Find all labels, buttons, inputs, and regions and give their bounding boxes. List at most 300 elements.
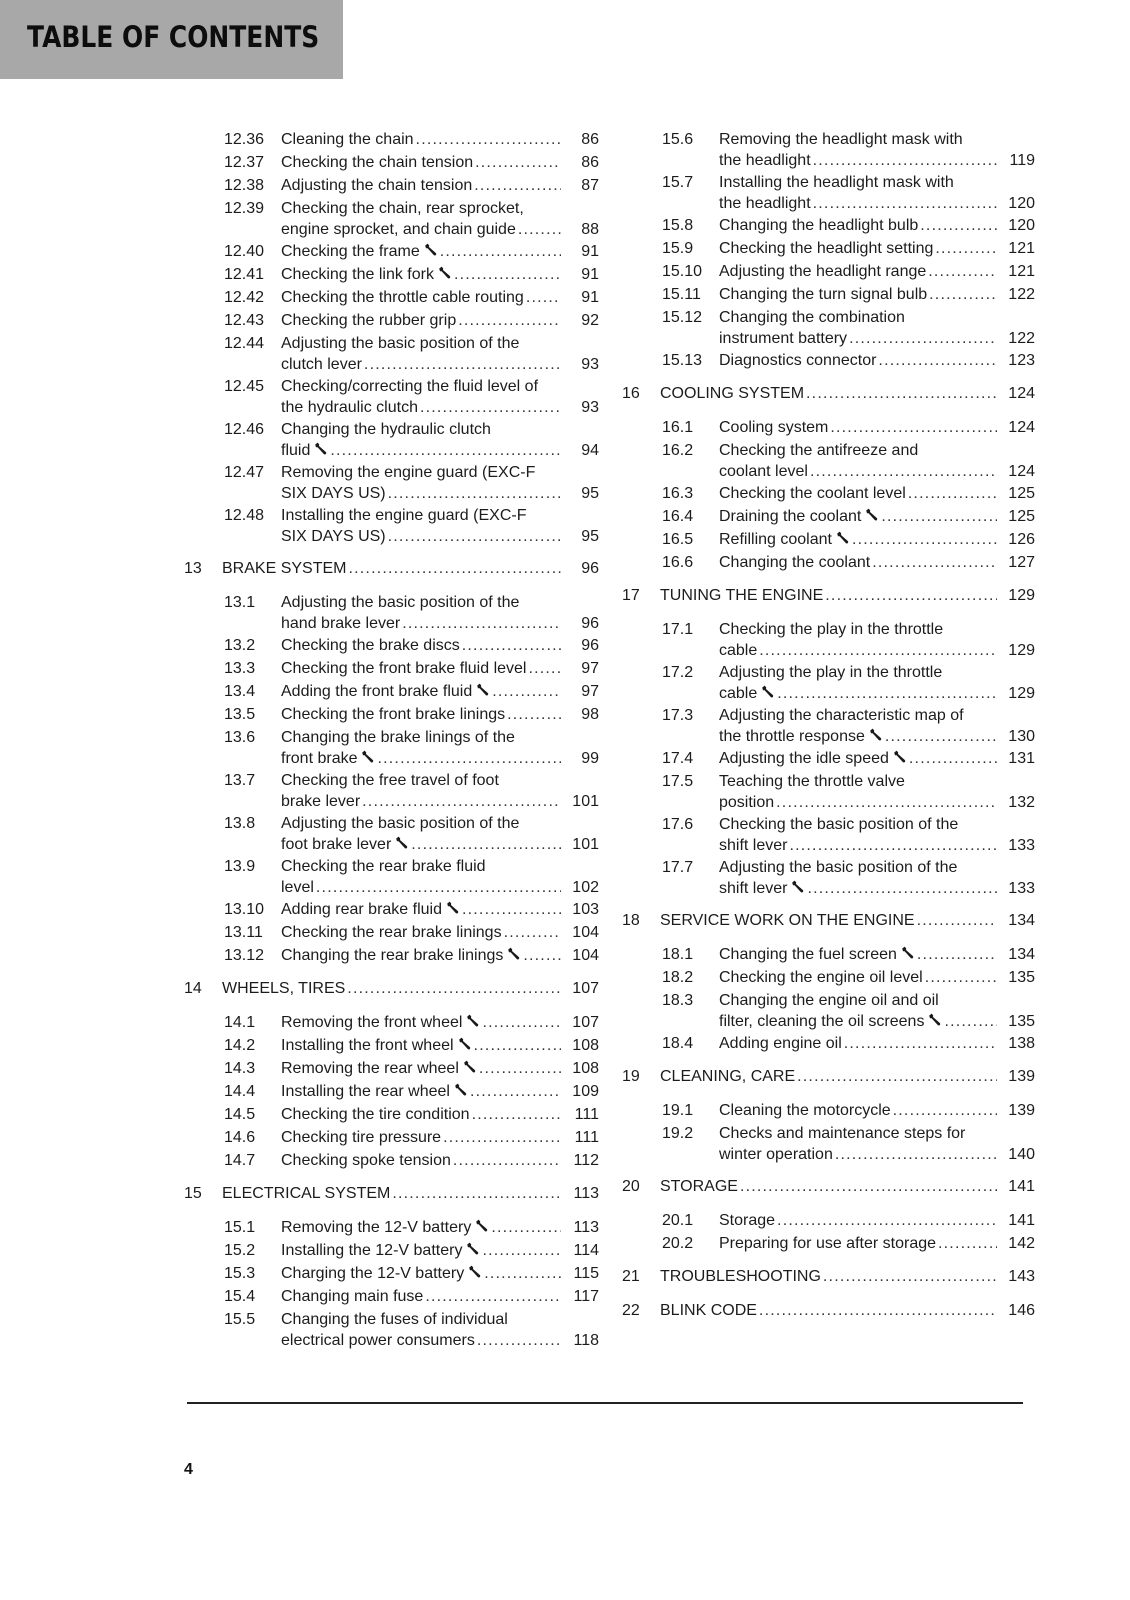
dot-leader (852, 530, 997, 551)
toc-section-entry[interactable] (187, 923, 599, 944)
toc-section-entry[interactable] (625, 285, 1035, 306)
dot-leader (484, 1264, 561, 1285)
dot-leader (348, 559, 561, 580)
toc-entry-title: Checking the engine oil level (719, 969, 923, 986)
toc-page-number: 130 (1008, 727, 1035, 745)
toc-entry-title: Checking the basic position of the (719, 816, 959, 833)
toc-entry-number: 13.4 (224, 683, 256, 700)
toc-entry-title: Checks and maintenance steps for (719, 1125, 966, 1142)
toc-page-number: 101 (572, 835, 599, 853)
dot-leader (917, 911, 997, 932)
toc-section-entry[interactable] (625, 620, 1035, 661)
toc-entry-title: Adjusting the headlight range (719, 263, 927, 280)
dot-leader (491, 1218, 561, 1239)
toc-section-entry[interactable] (187, 728, 599, 769)
toc-section-entry[interactable] (187, 506, 599, 547)
wrench-icon (761, 684, 775, 697)
toc-section-entry[interactable] (187, 176, 599, 197)
toc-chapter-entry[interactable] (622, 1267, 1035, 1288)
toc-page-number: 121 (1008, 263, 1035, 280)
toc-entry-number: 14 (184, 980, 202, 997)
dot-leader (740, 1177, 997, 1198)
toc-entry-title: Checking the throttle cable routing (281, 289, 524, 306)
toc-section-entry[interactable] (187, 1218, 599, 1239)
toc-entry-number: 12.41 (224, 266, 265, 283)
toc-entry-number: 14.5 (224, 1106, 256, 1123)
toc-section-entry[interactable] (187, 288, 599, 309)
toc-entry-number: 12.38 (224, 177, 265, 194)
dot-leader (443, 1128, 561, 1149)
toc-entry-title: CLEANING, CARE (660, 1068, 796, 1085)
toc-page-number: 93 (581, 398, 599, 416)
toc-section-entry[interactable] (187, 199, 599, 240)
toc-section-entry[interactable] (625, 706, 1035, 747)
toc-entry-number: 17.5 (662, 773, 694, 790)
toc-entry-number: 12.39 (224, 200, 265, 217)
toc-entry-title: Adding rear brake fluid (281, 901, 442, 918)
toc-entry-title: Checking the rear brake fluid (281, 858, 486, 875)
toc-page-number: 129 (1008, 587, 1035, 604)
toc-entry-title: Cooling system (719, 419, 829, 436)
toc-entry-number: 16.3 (662, 485, 694, 502)
toc-section-entry[interactable] (187, 1105, 599, 1126)
toc-section-entry[interactable] (187, 1128, 599, 1149)
toc-entry-title: Checking the brake discs (281, 637, 460, 654)
toc-entry-number: 22 (622, 1302, 640, 1319)
toc-section-entry[interactable] (187, 265, 599, 286)
toc-section-entry[interactable] (625, 772, 1035, 813)
wrench-icon (869, 727, 883, 740)
toc-chapter-entry[interactable] (622, 586, 1035, 607)
toc-entry-title: COOLING SYSTEM (660, 385, 805, 402)
toc-entry-title: Removing the front wheel (281, 1014, 463, 1031)
toc-page-number: 138 (1008, 1035, 1035, 1052)
dot-leader (454, 265, 561, 286)
toc-entry-number: 19.1 (662, 1102, 694, 1119)
toc-chapter-entry[interactable] (622, 1301, 1035, 1322)
toc-section-entry[interactable] (187, 1310, 599, 1351)
toc-entry-title: Removing the rear wheel (281, 1060, 459, 1077)
toc-entry-title: Storage (719, 1212, 776, 1229)
toc-section-entry[interactable] (187, 1013, 599, 1034)
toc-section-entry[interactable] (187, 659, 599, 680)
toc-section-entry[interactable] (625, 239, 1035, 260)
toc-section-entry[interactable] (187, 420, 599, 461)
toc-section-entry[interactable] (187, 705, 599, 726)
toc-section-entry[interactable] (187, 900, 599, 921)
toc-entry-number: 16.4 (662, 508, 694, 525)
toc-section-entry[interactable] (187, 1287, 599, 1308)
toc-entry-number: 19.2 (662, 1125, 694, 1142)
toc-entry-title: Changing the fuses of individual (281, 1311, 508, 1328)
toc-page-number: 125 (1008, 485, 1035, 502)
toc-page-number: 109 (572, 1083, 599, 1100)
toc-entry-title: Checking the tire condition (281, 1106, 470, 1123)
toc-section-entry[interactable] (187, 334, 599, 375)
toc-entry-title: Adding the front brake fluid (281, 683, 473, 700)
toc-entry-title: Checking the coolant level (719, 485, 906, 502)
toc-section-entry[interactable] (187, 242, 599, 263)
toc-page-number: 114 (573, 1242, 599, 1259)
toc-chapter-entry[interactable] (184, 979, 599, 1000)
toc-page-number: 86 (581, 131, 599, 148)
toc-entry-title: Changing the coolant (719, 554, 871, 571)
toc-page-number: 127 (1008, 554, 1035, 571)
toc-page-number: 126 (1008, 531, 1035, 548)
toc-section-entry[interactable] (625, 749, 1035, 770)
toc-page-number: 129 (1008, 641, 1035, 659)
toc-chapter-entry[interactable] (622, 1067, 1035, 1088)
toc-page-number: 134 (1008, 946, 1035, 963)
toc-chapter-entry[interactable] (184, 1184, 599, 1205)
toc-entry-title: Changing the hydraulic clutch (281, 421, 491, 438)
wrench-icon (468, 1264, 482, 1277)
page-title: TABLE OF CONTENTS (27, 20, 320, 54)
toc-section-entry[interactable] (187, 682, 599, 703)
toc-chapter-entry[interactable] (184, 559, 599, 580)
toc-entry-title: front brake (281, 749, 358, 767)
toc-section-entry[interactable] (625, 1234, 1035, 1255)
toc-page-number: 91 (581, 289, 599, 306)
toc-entry-title: ELECTRICAL SYSTEM (222, 1185, 391, 1202)
toc-section-entry[interactable] (187, 1241, 599, 1262)
toc-entry-title: Checking the free travel of foot (281, 772, 499, 789)
toc-section-entry[interactable] (625, 968, 1035, 989)
toc-chapter-entry[interactable] (622, 384, 1035, 405)
toc-entry-number: 16.5 (662, 531, 694, 548)
wrench-icon (466, 1241, 480, 1254)
toc-entry-number: 13.10 (224, 901, 265, 918)
toc-section-entry[interactable] (187, 311, 599, 332)
toc-section-entry[interactable] (625, 507, 1035, 528)
toc-page-number: 103 (572, 901, 599, 918)
dot-leader (935, 239, 997, 260)
dot-leader (813, 151, 997, 172)
toc-entry-title: Adjusting the idle speed (719, 750, 889, 767)
dot-leader (482, 1013, 561, 1034)
toc-entry-title: Checking the rear brake linings (281, 924, 502, 941)
toc-entry-number: 12.44 (224, 335, 265, 352)
toc-entry-title: Checking the link fork (281, 266, 434, 283)
toc-page-number: 134 (1008, 912, 1035, 929)
toc-section-entry[interactable] (187, 153, 599, 174)
toc-page-number: 142 (1008, 1235, 1035, 1252)
dot-leader (472, 1105, 561, 1126)
toc-section-entry[interactable] (625, 484, 1035, 505)
toc-page-number: 93 (581, 355, 599, 373)
toc-entry-title: Installing the front wheel (281, 1037, 454, 1054)
toc-section-entry[interactable] (187, 946, 599, 967)
wrench-icon (463, 1059, 477, 1072)
dot-leader (474, 1036, 561, 1057)
toc-section-entry[interactable] (625, 262, 1035, 283)
dot-leader (518, 220, 561, 241)
dot-leader (777, 1211, 997, 1232)
dot-leader (878, 351, 997, 372)
toc-entry-title: Checking the headlight setting (719, 240, 934, 257)
toc-entry-title: hand brake lever (281, 614, 401, 632)
toc-section-entry[interactable] (625, 308, 1035, 349)
toc-entry-title: brake lever (281, 792, 361, 810)
toc-section-entry[interactable] (625, 418, 1035, 439)
wrench-icon (901, 945, 915, 958)
toc-entry-number: 17.3 (662, 707, 694, 724)
toc-entry-number: 13.12 (224, 947, 265, 964)
toc-entry-title: Checking the play in the throttle (719, 621, 944, 638)
toc-page-number: 124 (1008, 385, 1035, 402)
toc-section-entry[interactable] (187, 636, 599, 657)
toc-section-entry[interactable] (187, 1151, 599, 1172)
toc-entry-number: 15.2 (224, 1242, 256, 1259)
toc-entry-title: BRAKE SYSTEM (222, 560, 347, 577)
toc-entry-title: SERVICE WORK ON THE ENGINE (660, 912, 915, 929)
toc-page-number: 119 (1009, 151, 1035, 169)
toc-page-number: 108 (572, 1037, 599, 1054)
toc-entry-title: TROUBLESHOOTING (660, 1268, 821, 1285)
toc-page-number: 111 (574, 1129, 599, 1146)
toc-section-entry[interactable] (625, 815, 1035, 856)
toc-entry-number: 18.4 (662, 1035, 694, 1052)
dot-leader (813, 194, 997, 215)
dot-leader (909, 749, 997, 770)
dot-leader (844, 1034, 997, 1055)
toc-entry-title: Checking the frame (281, 243, 420, 260)
toc-entry-title: Installing the rear wheel (281, 1083, 450, 1100)
toc-section-entry[interactable] (625, 1101, 1035, 1122)
dot-leader (776, 793, 997, 814)
toc-entry-title: Adding engine oil (719, 1035, 842, 1052)
toc-page-number: 95 (581, 527, 599, 545)
toc-entry-title: position (719, 793, 775, 811)
toc-section-entry[interactable] (187, 1059, 599, 1080)
toc-entry-title: Changing the turn signal bulb (719, 286, 928, 303)
dot-leader (885, 727, 997, 748)
toc-section-entry[interactable] (187, 1036, 599, 1057)
toc-entry-number: 15.6 (662, 131, 694, 148)
toc-entry-title: the headlight (719, 194, 811, 212)
toc-entry-title: Adjusting the play in the throttle (719, 664, 943, 681)
dot-leader (528, 659, 561, 680)
toc-entry-title: Diagnostics connector (719, 352, 877, 369)
toc-page-number: 111 (574, 1106, 599, 1123)
toc-section-entry[interactable] (187, 130, 599, 151)
dot-leader (810, 462, 997, 483)
toc-page-number: 91 (581, 243, 599, 260)
toc-entry-number: 14.6 (224, 1129, 256, 1146)
toc-section-entry[interactable] (625, 553, 1035, 574)
toc-entry-number: 18.1 (662, 946, 694, 963)
toc-entry-number: 17.2 (662, 664, 694, 681)
toc-page-number: 124 (1008, 462, 1035, 480)
toc-section-entry[interactable] (625, 858, 1035, 899)
toc-entry-title: TUNING THE ENGINE (660, 587, 824, 604)
toc-entry-number: 13.8 (224, 815, 256, 832)
toc-section-entry[interactable] (187, 593, 599, 634)
dot-leader (523, 946, 561, 967)
toc-entry-title: Checking the front brake fluid level (281, 660, 527, 677)
toc-entry-title: Checking the chain tension (281, 154, 474, 171)
toc-entry-title: foot brake lever (281, 835, 392, 853)
wrench-icon (466, 1013, 480, 1026)
wrench-icon (836, 530, 850, 543)
dot-leader (806, 384, 997, 405)
toc-section-entry[interactable] (187, 1264, 599, 1285)
toc-entry-title: cable (719, 641, 758, 659)
toc-section-entry[interactable] (625, 1211, 1035, 1232)
toc-page-number: 104 (572, 924, 599, 941)
toc-section-entry[interactable] (625, 991, 1035, 1032)
toc-entry-number: 20.1 (662, 1212, 694, 1229)
toc-entry-title: Draining the coolant (719, 508, 862, 525)
dot-leader (462, 900, 561, 921)
toc-chapter-entry[interactable] (622, 1177, 1035, 1198)
dot-leader (402, 614, 561, 635)
toc-entry-title: fluid (281, 441, 311, 459)
toc-entry-number: 15.4 (224, 1288, 256, 1305)
toc-entry-title: Preparing for use after storage (719, 1235, 937, 1252)
dot-leader (526, 288, 561, 309)
toc-entry-number: 13.1 (224, 594, 256, 611)
toc-section-entry[interactable] (625, 351, 1035, 372)
dot-leader (470, 1082, 561, 1103)
dot-leader (797, 1067, 997, 1088)
toc-page-number: 96 (581, 560, 599, 577)
toc-section-entry[interactable] (625, 945, 1035, 966)
toc-entry-number: 13.6 (224, 729, 256, 746)
toc-entry-number: 16 (622, 385, 640, 402)
dot-leader (482, 1241, 561, 1262)
toc-section-entry[interactable] (625, 530, 1035, 551)
toc-page-number: 113 (573, 1185, 599, 1202)
toc-entry-number: 13 (184, 560, 202, 577)
toc-chapter-entry[interactable] (622, 911, 1035, 932)
toc-entry-number: 14.4 (224, 1083, 256, 1100)
toc-section-entry[interactable] (625, 441, 1035, 482)
toc-entry-number: 16.6 (662, 554, 694, 571)
dot-leader (330, 441, 561, 462)
toc-page-number: 120 (1008, 217, 1035, 234)
toc-page-number: 139 (1008, 1068, 1035, 1085)
dot-leader (893, 1101, 997, 1122)
toc-page-number: 135 (1008, 969, 1035, 986)
toc-entry-title: Checking the chain, rear sprocket, (281, 200, 524, 217)
toc-entry-title: Changing the fuel screen (719, 946, 897, 963)
toc-entry-number: 12.36 (224, 131, 265, 148)
toc-section-entry[interactable] (187, 463, 599, 504)
toc-entry-title: coolant level (719, 462, 808, 480)
wrench-icon (458, 1036, 472, 1049)
toc-section-entry[interactable] (625, 1124, 1035, 1165)
dot-leader (830, 418, 997, 439)
toc-entry-title: Refilling coolant (719, 531, 832, 548)
dot-leader (492, 682, 561, 703)
toc-page-number: 131 (1008, 750, 1035, 767)
toc-entry-title: clutch lever (281, 355, 362, 373)
toc-page-number: 133 (1008, 836, 1035, 854)
wrench-icon (314, 441, 328, 454)
toc-section-entry[interactable] (187, 814, 599, 855)
toc-entry-title: Cleaning the motorcycle (719, 1102, 891, 1119)
toc-section-entry[interactable] (187, 771, 599, 812)
toc-section-entry[interactable] (625, 663, 1035, 704)
dot-leader (458, 311, 561, 332)
toc-section-entry[interactable] (625, 130, 1035, 171)
wrench-icon (507, 946, 521, 959)
toc-page-number: 133 (1008, 879, 1035, 897)
toc-section-entry[interactable] (625, 1034, 1035, 1055)
toc-section-entry[interactable] (625, 216, 1035, 237)
toc-section-entry[interactable] (187, 1082, 599, 1103)
toc-entry-title: filter, cleaning the oil screens (719, 1012, 925, 1030)
toc-page-number: 140 (1008, 1145, 1035, 1163)
toc-entry-number: 13.9 (224, 858, 256, 875)
toc-entry-title: Changing main fuse (281, 1288, 424, 1305)
toc-entry-title: WHEELS, TIRES (222, 980, 346, 997)
dot-leader (920, 216, 997, 237)
toc-entry-title: Removing the headlight mask with (719, 131, 963, 148)
toc-entry-title: Installing the headlight mask with (719, 174, 954, 191)
toc-page-number: 97 (581, 660, 599, 677)
toc-entry-title: Adjusting the characteristic map of (719, 707, 964, 724)
toc-entry-number: 15.13 (662, 352, 703, 369)
toc-entry-title: Removing the 12-V battery (281, 1219, 472, 1236)
wrench-icon (475, 1218, 489, 1231)
wrench-icon (893, 749, 907, 762)
toc-section-entry[interactable] (625, 173, 1035, 214)
toc-page-number: 124 (1008, 419, 1035, 436)
toc-entry-title: Teaching the throttle valve (719, 773, 905, 790)
dot-leader (362, 792, 561, 813)
toc-page-number: 98 (581, 706, 599, 723)
toc-entry-number: 14.2 (224, 1037, 256, 1054)
toc-entry-number: 18.2 (662, 969, 694, 986)
dot-leader (777, 684, 997, 705)
dot-leader (388, 527, 561, 548)
header-band (0, 0, 343, 79)
toc-entry-number: 20.2 (662, 1235, 694, 1252)
toc-page-number: 88 (581, 220, 599, 238)
wrench-icon (424, 242, 438, 255)
toc-entry-number: 17.1 (662, 621, 694, 638)
toc-section-entry[interactable] (187, 857, 599, 898)
wrench-icon (438, 265, 452, 278)
toc-entry-title: Charging the 12-V battery (281, 1265, 465, 1282)
toc-entry-title: SIX DAYS US) (281, 527, 386, 545)
wrench-icon (928, 1012, 942, 1025)
toc-entry-number: 14.1 (224, 1014, 256, 1031)
toc-entry-number: 15.9 (662, 240, 694, 257)
toc-entry-number: 16.2 (662, 442, 694, 459)
toc-entry-title: shift lever (719, 836, 788, 854)
toc-page-number: 96 (581, 614, 599, 632)
dot-leader (925, 968, 997, 989)
toc-page-number: 143 (1008, 1268, 1035, 1285)
dot-leader (835, 1145, 997, 1166)
dot-leader (453, 1151, 561, 1172)
wrench-icon (446, 900, 460, 913)
toc-entry-title: Changing the brake linings of the (281, 729, 515, 746)
toc-section-entry[interactable] (187, 377, 599, 418)
toc-entry-title: engine sprocket, and chain guide (281, 220, 516, 238)
toc-entry-title: Adjusting the basic position of the (281, 335, 520, 352)
toc-entry-number: 21 (622, 1268, 640, 1285)
dot-leader (364, 355, 561, 376)
toc-entry-number: 13.3 (224, 660, 256, 677)
toc-entry-number: 12.40 (224, 243, 265, 260)
toc-page-number: 112 (573, 1152, 599, 1169)
toc-entry-title: Cleaning the chain (281, 131, 414, 148)
dot-leader (944, 1012, 997, 1033)
